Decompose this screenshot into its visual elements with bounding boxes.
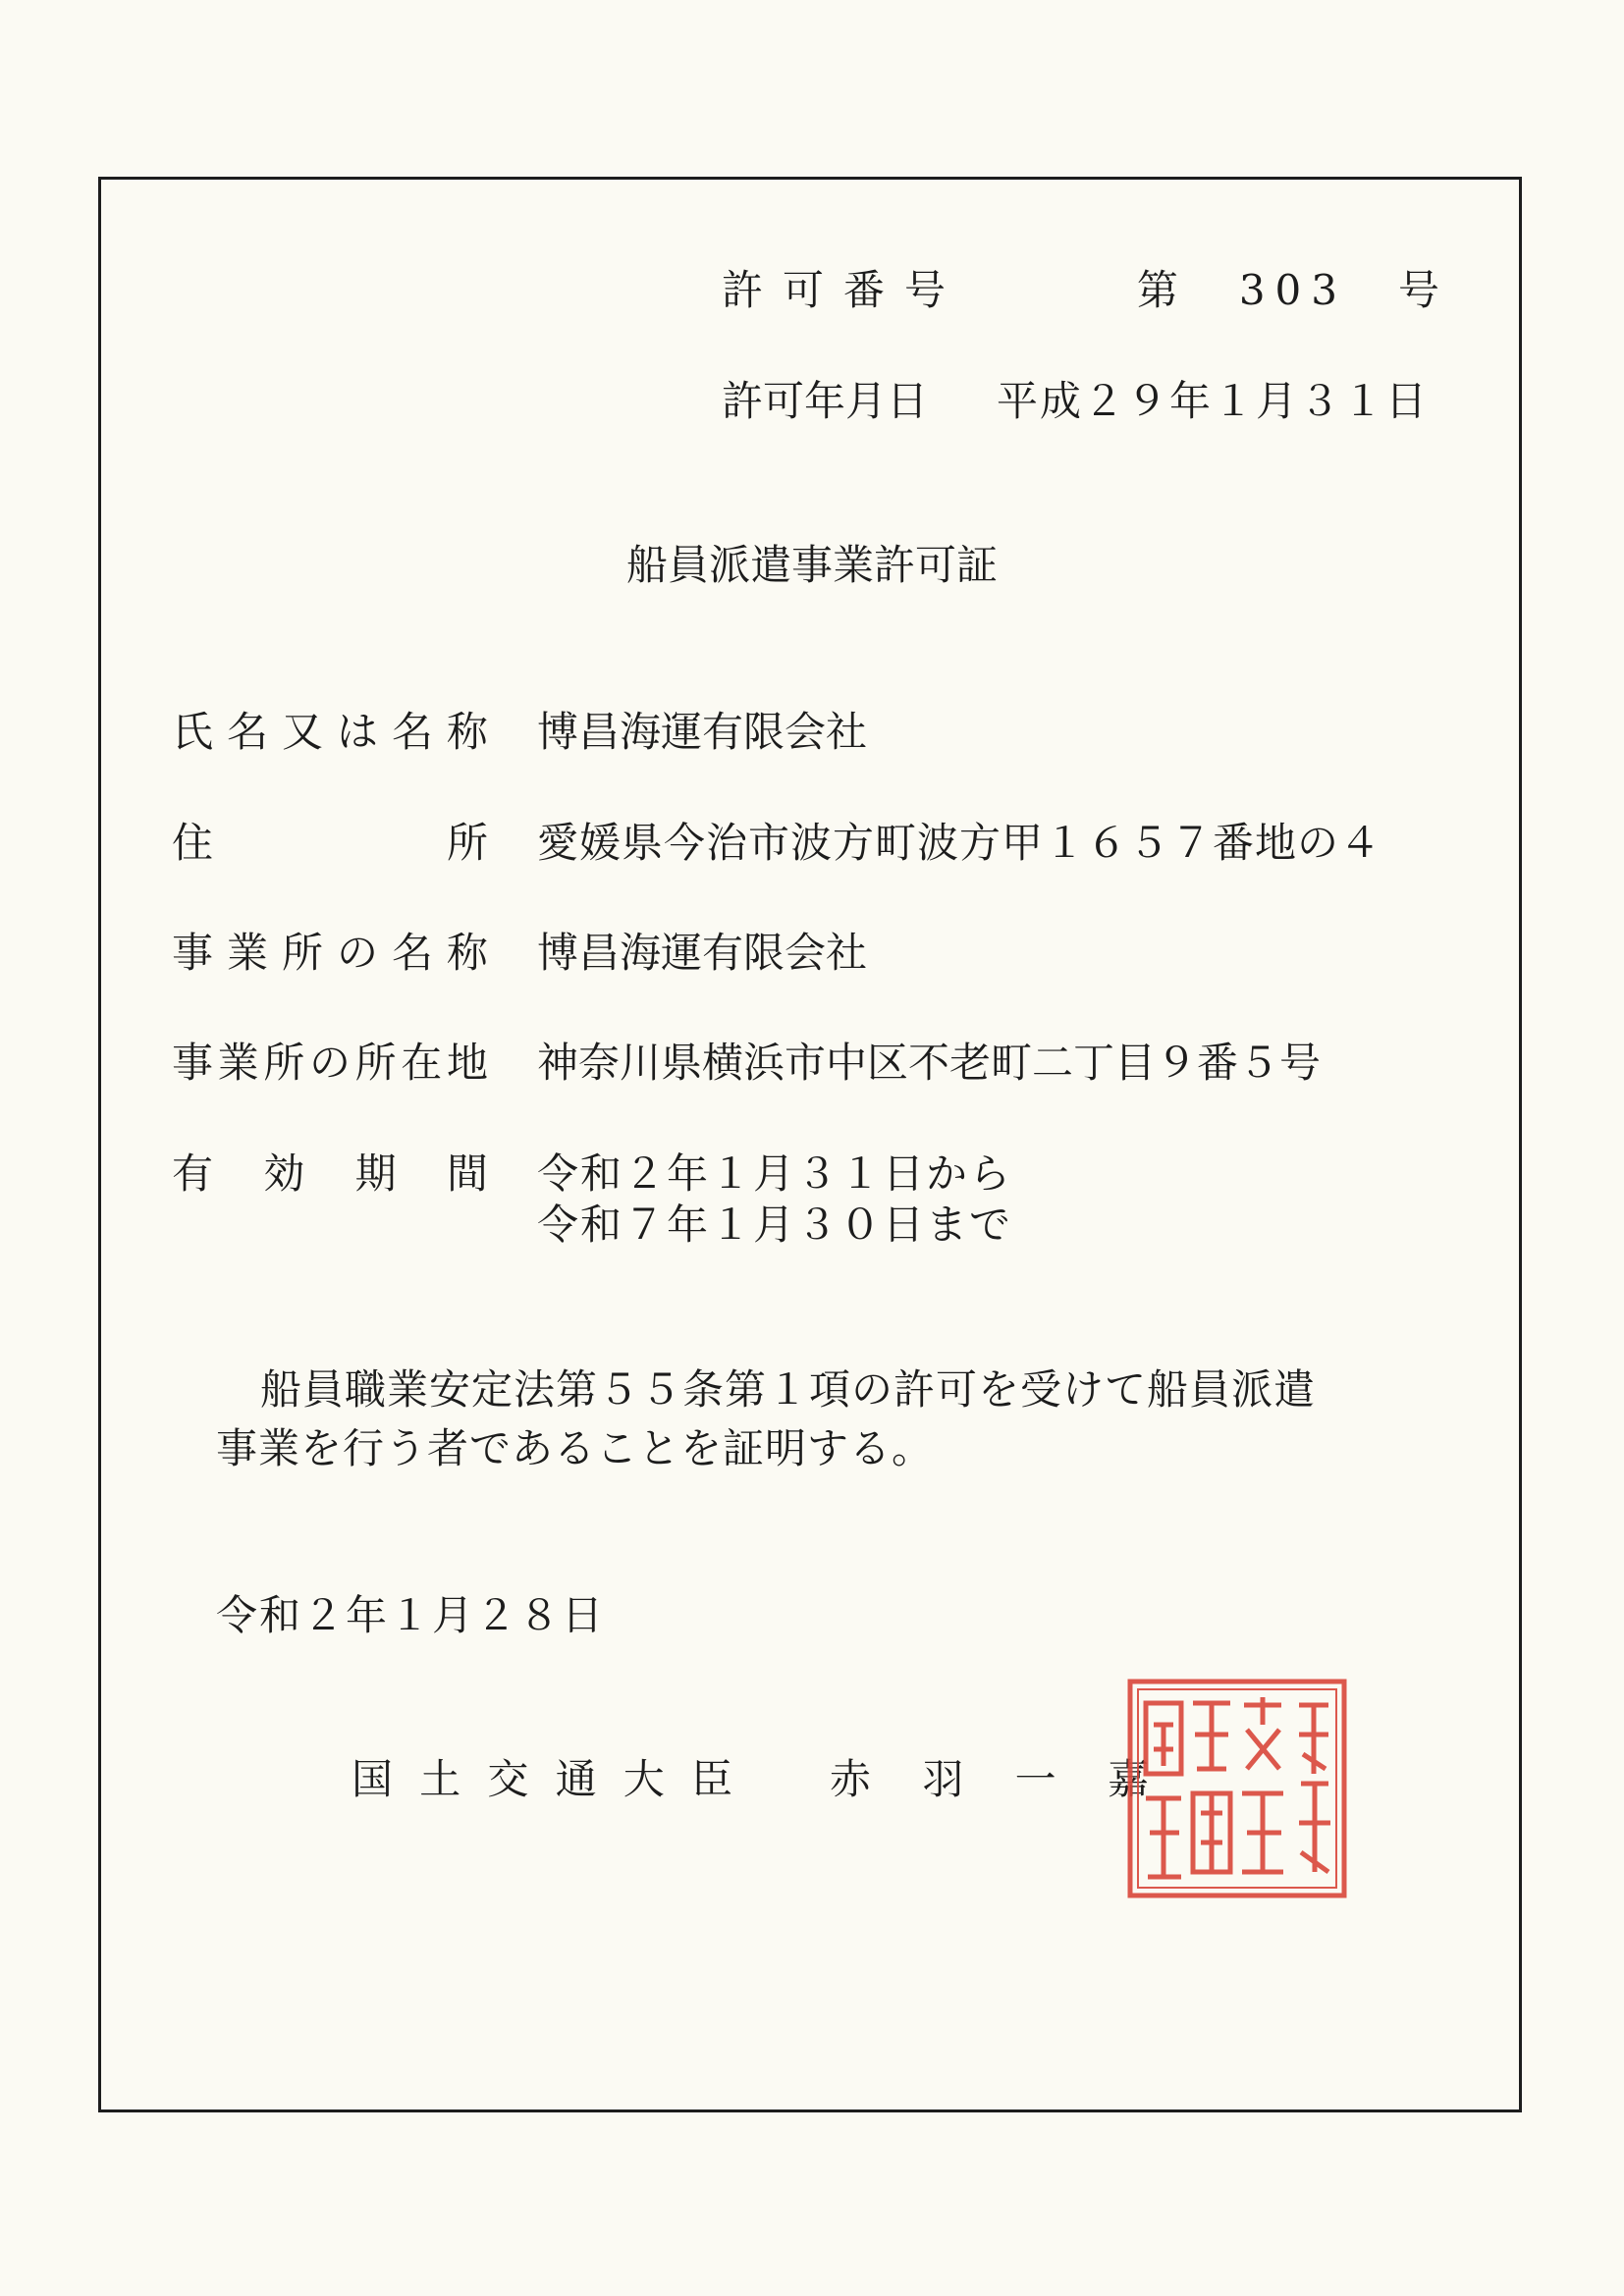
issue-date: 令和２年１月２８日 [216,1591,606,1639]
name-value: 博昌海運有限会社 [537,708,868,756]
address-value: 愛媛県今治市波方町波方甲１６５７番地の４ [537,819,1382,867]
office-name-label: 事 業 所 の 名 称 [172,929,488,977]
validity-from: 令和２年１月３１日から [537,1149,1013,1198]
signatory-name: 赤 羽 一 嘉 [830,1755,1149,1803]
name-label: 氏 名 又 は 名 称 [172,708,488,756]
statement-line-2: 事業を行う者であることを証明する。 [216,1424,935,1472]
statement-line-1: 船員職業安定法第５５条第１項の許可を受けて船員派遣 [260,1365,1317,1414]
office-location-label: 事 業 所 の 所 在 地 [172,1039,488,1087]
validity-label: 有 効 期 間 [172,1149,488,1198]
permit-number-value: 第 303 号 [1136,266,1449,314]
certificate-title: 船員派遣事業許可証 [625,541,998,589]
permit-number-label: 許可番号 [722,266,966,314]
office-location-value: 神奈川県横浜市中区不老町二丁目９番５号 [537,1039,1322,1087]
validity-to: 令和７年１月３０日まで [537,1201,1013,1249]
signatory-title: 国 土 交 通 大 臣 [352,1755,732,1803]
permit-date-value: 平成２９年１月３１日 [997,377,1430,425]
address-label: 住 所 [172,819,488,867]
official-seal [1124,1676,1350,1901]
permit-date-label: 許可年月日 [722,377,929,425]
office-name-value: 博昌海運有限会社 [537,929,868,977]
